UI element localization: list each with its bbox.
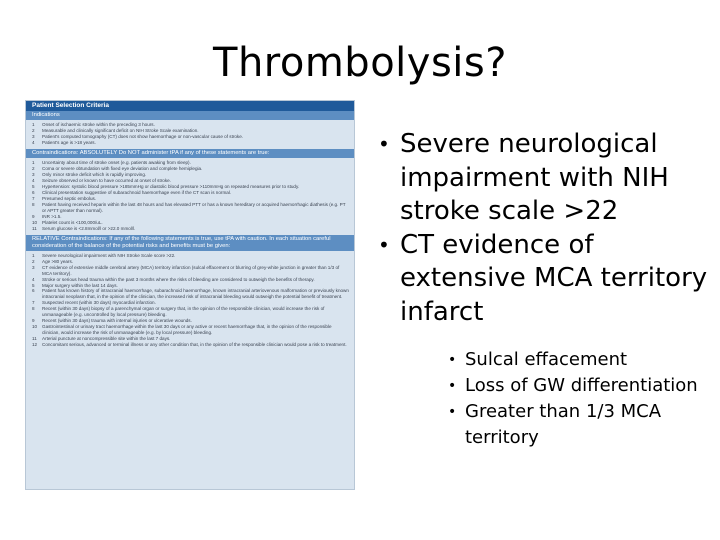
criteria-item-number: 2 bbox=[32, 166, 35, 171]
criteria-item-number: 5 bbox=[32, 184, 35, 189]
criteria-item bbox=[32, 324, 350, 336]
criteria-item bbox=[32, 140, 350, 146]
criteria-item-number: 1 bbox=[32, 122, 35, 127]
criteria-item bbox=[32, 306, 350, 318]
criteria-item bbox=[32, 202, 350, 214]
criteria-table-title: Patient Selection Criteria bbox=[26, 101, 354, 111]
criteria-item-number: 2 bbox=[32, 258, 35, 264]
bullet-item bbox=[372, 128, 712, 229]
criteria-item-text: Severe neurological impairment with NIH Stroke Scale score >22. bbox=[42, 253, 176, 258]
criteria-item-text: Hypertension: systolic blood pressure >185mmHg or diastolic blood pressure >110mmHg on repeated measures prior to study. bbox=[42, 184, 300, 189]
sub-bullet-text: Sulcal effacement bbox=[465, 349, 628, 370]
criteria-item-number: 8 bbox=[32, 306, 35, 312]
criteria-item-text: Patient having received heparin within the last 48 hours and has elevated PTT or has a known hereditary or acquired haemorrhagic diathesis (e.g. PT or APTT greater than normal). bbox=[42, 202, 346, 213]
criteria-item-number: 4 bbox=[32, 276, 35, 282]
criteria-item-text: Presumed septic embolus. bbox=[42, 196, 97, 201]
criteria-item-number: 6 bbox=[32, 288, 35, 294]
bullet-list bbox=[372, 128, 712, 451]
sub-bullet-item bbox=[448, 399, 712, 451]
criteria-item-text: Clinical presentation suggestive of subarachnoid haemorrhage even if the CT scan is normal. bbox=[42, 190, 232, 195]
criteria-item-number: 1 bbox=[32, 253, 35, 258]
criteria-item-number: 10 bbox=[32, 220, 38, 225]
criteria-item-number: 10 bbox=[32, 323, 38, 329]
sub-bullet-dot-icon: • bbox=[448, 352, 457, 368]
sub-bullet-item bbox=[448, 373, 712, 399]
criteria-item-number: 3 bbox=[32, 134, 35, 139]
absolute-contraindications-list bbox=[26, 158, 354, 235]
criteria-item-number: 1 bbox=[32, 160, 35, 165]
criteria-item-text: Arterial puncture at noncompressible site within the last 7 days. bbox=[42, 335, 171, 341]
criteria-item-text: Platelet count is <100,000/uL. bbox=[42, 220, 103, 225]
criteria-item-number: 5 bbox=[32, 282, 35, 288]
criteria-item-number: 8 bbox=[32, 202, 35, 207]
sub-bullet-item bbox=[448, 347, 712, 373]
sub-bullet-dot-icon: • bbox=[448, 378, 457, 394]
criteria-item-text: Patient's age is >18 years. bbox=[42, 140, 96, 145]
criteria-item-number: 2 bbox=[32, 128, 35, 133]
criteria-item bbox=[32, 265, 350, 277]
criteria-item-number: 11 bbox=[32, 335, 37, 341]
sub-bullet-text: Greater than 1/3 MCA territory bbox=[465, 401, 662, 448]
slide-title: Thrombolysis? bbox=[213, 40, 507, 86]
criteria-item bbox=[32, 342, 350, 348]
criteria-item-number: 4 bbox=[32, 178, 35, 183]
indications-list bbox=[26, 120, 354, 149]
criteria-item-number: 9 bbox=[32, 214, 35, 219]
criteria-item-text: CT evidence of extensive middle cerebral artery (MCA) territory infarction (sulcal effacement or blurring of grey-white junction in greater than 1/3 of MCA territory). bbox=[42, 264, 340, 276]
criteria-item bbox=[32, 226, 350, 232]
criteria-item-text: Gastrointestinal or urinary tract haemorrhage within the last 30 days or any active or recent haemorrhage that, in the opinion of the responsible clinician, would increase the risk of unmanageable (e.g. by local pressure) bleeding. bbox=[42, 323, 332, 335]
absolute-contraindications-heading: Contraindications: ABSOLUTELY Do NOT administer tPA if any of these statements are true: bbox=[26, 149, 354, 158]
indications-heading: Indications bbox=[26, 111, 354, 120]
criteria-item-text: Recent (within 30 days) trauma with internal injuries or ulcerative wounds. bbox=[42, 317, 192, 323]
bullet-dot-icon: • bbox=[378, 132, 390, 156]
criteria-item-text: Stroke or serious head trauma within the past 3 months where the risks of bleeding are considered to outweigh the benefits of therapy. bbox=[42, 276, 315, 282]
criteria-item-text: Coma or severe obtundation with fixed eye deviation and complete hemiplegia. bbox=[42, 166, 203, 171]
criteria-item-text: Uncertainty about time of stroke onset (e.g. patients awaking from sleep). bbox=[42, 160, 191, 165]
criteria-item-number: 12 bbox=[32, 341, 38, 347]
sub-bullet-list bbox=[448, 347, 712, 451]
criteria-item-number: 7 bbox=[32, 196, 35, 201]
criteria-item-text: Suspected recent (within 30 days) myocardial infarction. bbox=[42, 300, 156, 306]
relative-contraindications-heading: RELATIVE Contraindications: If any of the following statements is true, use tPA with caution. In each situation careful consideration of the balance of the potential risks and benefits must be given: bbox=[26, 235, 354, 251]
criteria-item-text: Patient's computed tomography (CT) does not show haemorrhage or non-vascular cause of stroke. bbox=[42, 134, 244, 139]
criteria-item-text: Only minor stroke deficit which is rapidly improving. bbox=[42, 172, 147, 177]
bullet-dot-icon: • bbox=[378, 232, 390, 257]
criteria-item-text: Serum glucose is <2.8mmol/l or >22.0 mmol/l. bbox=[42, 226, 136, 231]
criteria-item-text: Measurable and clinically significant deficit on NIH Stroke Scale examination. bbox=[42, 128, 199, 133]
criteria-item-number: 7 bbox=[32, 300, 35, 306]
criteria-item-number: 9 bbox=[32, 317, 35, 323]
criteria-item-text: Patient has known history of intracranial haemorrhage, subarachnoid haemorrhage, known intracranial arteriovenous malformation or previously known intracranial neoplasm that, in the opinion of the clinician, the increased risk of intracranial bleeding would outweigh the potential benefit of treatment. bbox=[42, 288, 349, 300]
criteria-item-number: 3 bbox=[32, 264, 35, 270]
criteria-item-text: Age >80 years. bbox=[42, 258, 74, 264]
criteria-item bbox=[32, 288, 350, 300]
bullet-text: Severe neurological impairment with NIH stroke scale >22 bbox=[400, 129, 669, 226]
relative-contraindications-list bbox=[26, 251, 354, 351]
criteria-item-text: Recent (within 30 days) biopsy of a parenchymal organ or surgery that, in the opinion of the responsible clinician, would increase the risk of unmanageable (e.g. uncontrolled by local pressure) bleeding. bbox=[42, 306, 325, 318]
sub-bullet-text: Loss of GW differentiation bbox=[465, 375, 698, 396]
criteria-item-text: Seizure observed or known to have occurred at onset of stroke. bbox=[42, 178, 171, 183]
criteria-item-number: 11 bbox=[32, 226, 37, 231]
criteria-item-text: Onset of ischaemic stroke within the preceding 3 hours. bbox=[42, 122, 155, 127]
bullet-item bbox=[372, 229, 712, 330]
criteria-item-text: Concomitant serious, advanced or terminal illness or any other condition that, in the opinion of the responsible clinician would pose a risk to treatment. bbox=[42, 341, 347, 347]
criteria-item-text: INR >1.5. bbox=[42, 214, 62, 219]
patient-selection-criteria-table bbox=[25, 100, 355, 490]
criteria-item-number: 3 bbox=[32, 172, 35, 177]
criteria-item-text: Major surgery within the last 14 days. bbox=[42, 282, 118, 288]
bullet-text: CT evidence of extensive MCA territory infarct bbox=[400, 229, 708, 327]
criteria-item-number: 6 bbox=[32, 190, 35, 195]
criteria-item-number: 4 bbox=[32, 140, 35, 145]
sub-bullet-dot-icon: • bbox=[448, 404, 457, 420]
